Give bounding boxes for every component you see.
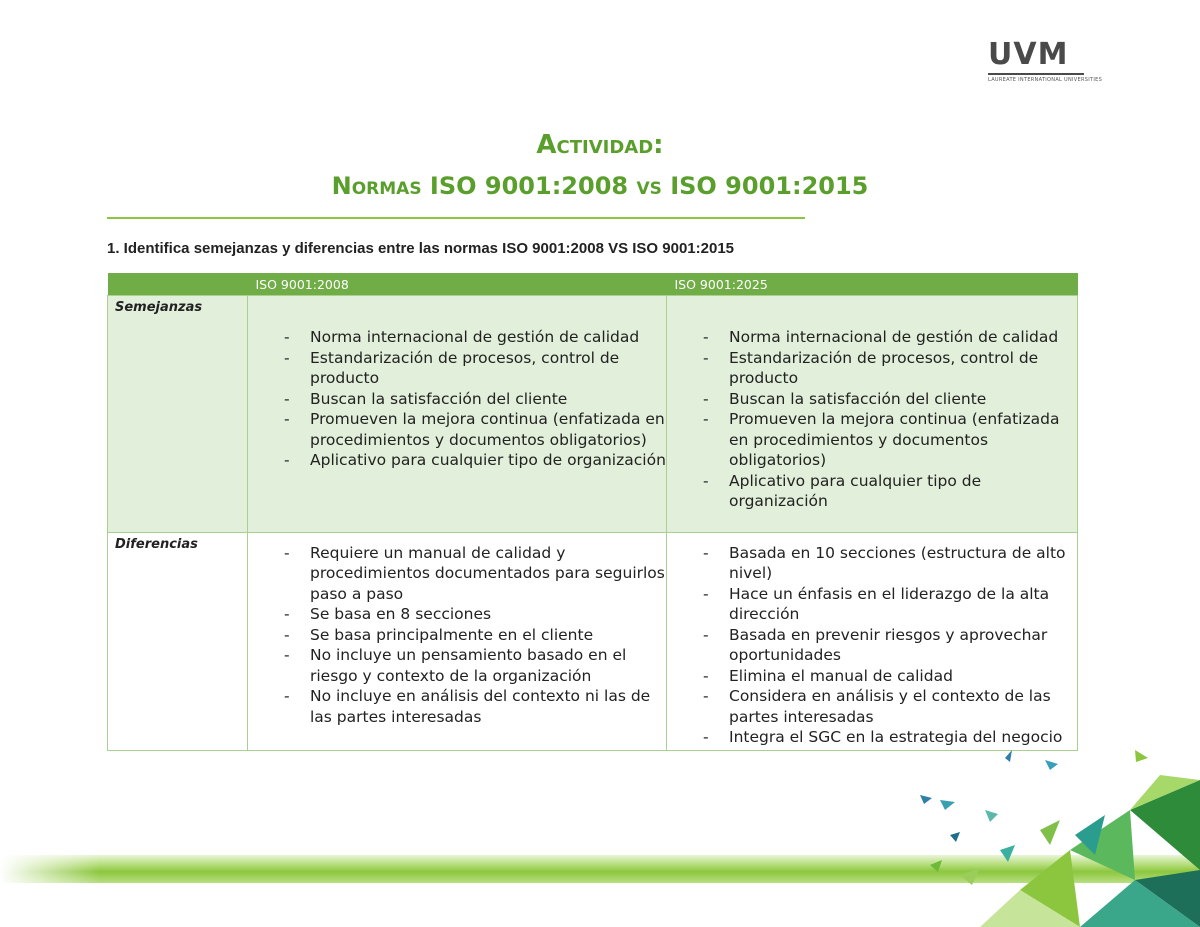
list-item: - Buscan la satisfacción del cliente — [248, 389, 666, 410]
list-item: - Basada en 10 secciones (estructura de alto nivel) — [667, 543, 1077, 584]
logo-divider — [988, 73, 1084, 75]
header-iso-2008: ISO 9001:2008 — [248, 273, 667, 296]
list-item: - Aplicativo para cualquier tipo de organización — [667, 471, 1077, 512]
logo-text: UVM — [988, 37, 1069, 72]
table-header-row — [108, 273, 1078, 296]
comparison-table — [107, 273, 1078, 751]
list-item: - Considera en análisis y el contexto de las partes interesadas — [667, 686, 1077, 727]
semejanzas-2015-cell — [667, 296, 1078, 533]
list-item: - Se basa principalmente en el cliente — [248, 625, 666, 646]
diferencias-2015-cell — [667, 532, 1078, 750]
page-subtitle: Normas ISO 9001:2008 vs ISO 9001:2015 — [331, 172, 869, 200]
list-item: - Norma internacional de gestión de calidad — [667, 327, 1077, 348]
question-text: 1. Identifica semejanzas y diferencias entre las normas ISO 9001:2008 VS ISO 9001:2015 — [107, 240, 735, 257]
triangle-decoration-graphic — [900, 740, 1200, 927]
uvm-logo — [988, 37, 1103, 83]
footer-band-fade — [0, 852, 100, 886]
list-item: - Hace un énfasis en el liderazgo de la alta dirección — [667, 584, 1077, 625]
row-label-diferencias: Diferencias — [108, 532, 248, 750]
list-item: - Aplicativo para cualquier tipo de organización — [248, 450, 666, 471]
list-item: - Se basa en 8 secciones — [248, 604, 666, 625]
list-item: - Promueven la mejora continua (enfatizada en procedimientos y documentos obligatorios) — [248, 409, 666, 450]
list-item: - Basada en prevenir riesgos y aprovechar oportunidades — [667, 625, 1077, 666]
list-item: - Promueven la mejora continua (enfatizada en procedimientos y documentos obligatorios) — [667, 409, 1077, 471]
logo-subtitle: LAUREATE INTERNATIONAL UNIVERSITIES — [988, 77, 1103, 83]
list-item: - No incluye un pensamiento basado en el riesgo y contexto de la organización — [248, 645, 666, 686]
list-item: - Buscan la satisfacción del cliente — [667, 389, 1077, 410]
header-iso-2015: ISO 9001:2025 — [667, 273, 1078, 296]
header-empty-cell — [108, 273, 248, 296]
list-item: - Requiere un manual de calidad y procedimientos documentados para seguirlos paso a paso — [248, 543, 666, 605]
list-item: - No incluye en análisis del contexto ni las de las partes interesadas — [248, 686, 666, 727]
list-item: - Integra el SGC en la estrategia del negocio — [667, 727, 1077, 748]
list-item: - Norma internacional de gestión de calidad — [248, 327, 666, 348]
table-row-diferencias — [108, 532, 1078, 750]
page-title: Actividad: — [536, 130, 664, 160]
list-item: - Elimina el manual de calidad — [667, 666, 1077, 687]
title-underline — [107, 217, 805, 219]
table-row-semejanzas — [108, 296, 1078, 533]
semejanzas-2008-cell — [248, 296, 667, 533]
list-item: - Estandarización de procesos, control de producto — [248, 348, 666, 389]
diferencias-2008-cell — [248, 532, 667, 750]
row-label-semejanzas: Semejanzas — [108, 296, 248, 533]
list-item: - Estandarización de procesos, control de producto — [667, 348, 1077, 389]
